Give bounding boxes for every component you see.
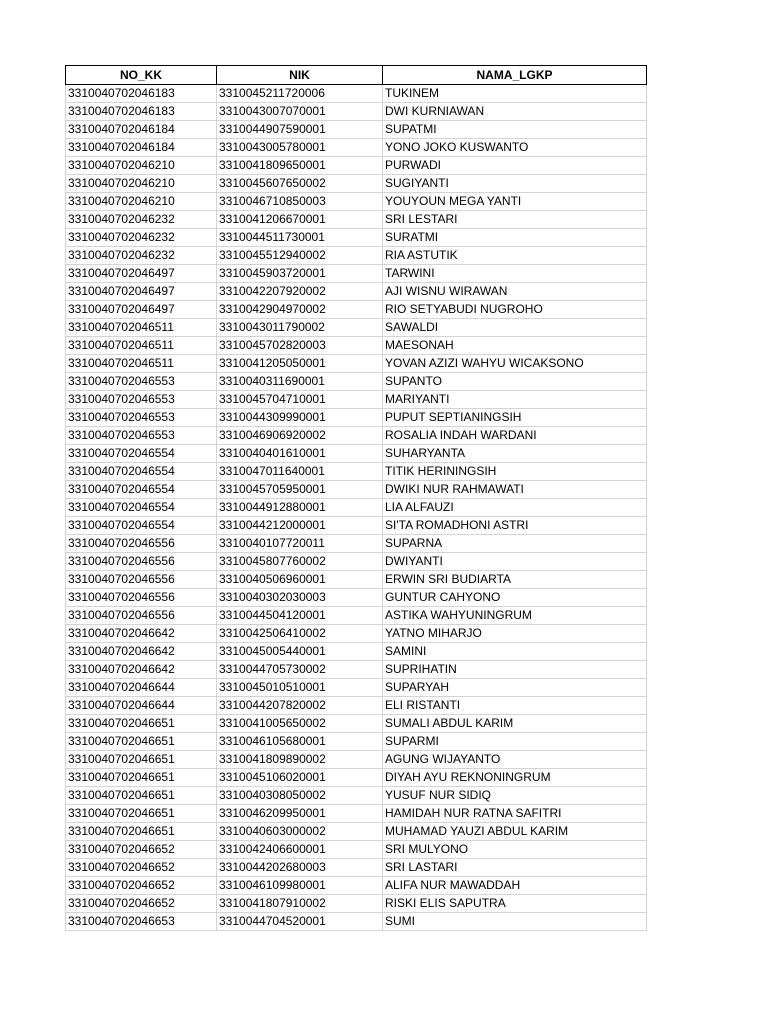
cell-no-kk[interactable]: 3310040702046651 xyxy=(66,787,217,805)
table-row xyxy=(66,535,647,553)
cell-nik[interactable]: 3310045211720006 xyxy=(217,85,383,103)
cell-nama-lgkp[interactable]: AGUNG WIJAYANTO xyxy=(383,751,647,769)
cell-nik[interactable]: 3310045106020001 xyxy=(217,769,383,787)
cell-no-kk[interactable]: 3310040702046184 xyxy=(66,121,217,139)
table-row xyxy=(66,193,647,211)
cell-nama-lgkp[interactable]: ALIFA NUR MAWADDAH xyxy=(383,877,647,895)
cell-nama-lgkp[interactable]: ERWIN SRI BUDIARTA xyxy=(383,571,647,589)
cell-no-kk[interactable]: 3310040702046232 xyxy=(66,229,217,247)
cell-nik[interactable]: 3310041809650001 xyxy=(217,157,383,175)
cell-nama-lgkp[interactable]: TITIK HERININGSIH xyxy=(383,463,647,481)
table-row xyxy=(66,229,647,247)
table-row xyxy=(66,283,647,301)
table-row xyxy=(66,625,647,643)
spreadsheet-sheet xyxy=(65,65,646,931)
table-row xyxy=(66,607,647,625)
cell-no-kk[interactable]: 3310040702046642 xyxy=(66,661,217,679)
cell-no-kk[interactable]: 3310040702046232 xyxy=(66,247,217,265)
column-header-no-kk[interactable]: NO_KK xyxy=(66,66,217,85)
table-row xyxy=(66,265,647,283)
cell-no-kk[interactable]: 3310040702046511 xyxy=(66,355,217,373)
cell-nama-lgkp[interactable]: DWIYANTI xyxy=(383,553,647,571)
cell-nik[interactable]: 3310045607650002 xyxy=(217,175,383,193)
table-row xyxy=(66,499,647,517)
cell-no-kk[interactable]: 3310040702046644 xyxy=(66,697,217,715)
cell-nama-lgkp[interactable]: SRI LESTARI xyxy=(383,211,647,229)
cell-nama-lgkp[interactable]: SI'TA ROMADHONI ASTRI xyxy=(383,517,647,535)
table-row xyxy=(66,859,647,877)
table-row xyxy=(66,895,647,913)
cell-no-kk[interactable]: 3310040702046556 xyxy=(66,571,217,589)
table-row xyxy=(66,643,647,661)
table-row xyxy=(66,121,647,139)
cell-nik[interactable]: 3310045807760002 xyxy=(217,553,383,571)
cell-no-kk[interactable]: 3310040702046511 xyxy=(66,337,217,355)
cell-nama-lgkp[interactable]: TUKINEM xyxy=(383,85,647,103)
cell-no-kk[interactable]: 3310040702046651 xyxy=(66,715,217,733)
cell-nik[interactable]: 3310040401610001 xyxy=(217,445,383,463)
cell-nik[interactable]: 3310041206670001 xyxy=(217,211,383,229)
table-row xyxy=(66,139,647,157)
cell-no-kk[interactable]: 3310040702046554 xyxy=(66,481,217,499)
cell-nik[interactable]: 3310043007070001 xyxy=(217,103,383,121)
table-row xyxy=(66,103,647,121)
table-row xyxy=(66,715,647,733)
cell-nik[interactable]: 3310044704520001 xyxy=(217,913,383,931)
table-row xyxy=(66,571,647,589)
cell-no-kk[interactable]: 3310040702046553 xyxy=(66,409,217,427)
cell-nama-lgkp[interactable]: SUPARYAH xyxy=(383,679,647,697)
cell-nama-lgkp[interactable]: SUPATMI xyxy=(383,121,647,139)
cell-nik[interactable]: 3310042904970002 xyxy=(217,301,383,319)
table-row xyxy=(66,805,647,823)
cell-nik[interactable]: 3310045704710001 xyxy=(217,391,383,409)
table-row xyxy=(66,733,647,751)
cell-no-kk[interactable]: 3310040702046652 xyxy=(66,877,217,895)
cell-no-kk[interactable]: 3310040702046210 xyxy=(66,175,217,193)
table-row xyxy=(66,769,647,787)
cell-nama-lgkp[interactable]: MARIYANTI xyxy=(383,391,647,409)
cell-nama-lgkp[interactable]: ELI RISTANTI xyxy=(383,697,647,715)
cell-nik[interactable]: 3310044212000001 xyxy=(217,517,383,535)
column-header-nik[interactable]: NIK xyxy=(217,66,383,85)
cell-nik[interactable]: 3310045705950001 xyxy=(217,481,383,499)
cell-nama-lgkp[interactable]: RIA ASTUTIK xyxy=(383,247,647,265)
cell-nik[interactable]: 3310042506410002 xyxy=(217,625,383,643)
table-row xyxy=(66,697,647,715)
cell-nama-lgkp[interactable]: GUNTUR CAHYONO xyxy=(383,589,647,607)
cell-no-kk[interactable]: 3310040702046652 xyxy=(66,859,217,877)
cell-nik[interactable]: 3310042207920002 xyxy=(217,283,383,301)
table-row xyxy=(66,409,647,427)
cell-nik[interactable]: 3310044912880001 xyxy=(217,499,383,517)
cell-nik[interactable]: 3310040107720011 xyxy=(217,535,383,553)
cell-no-kk[interactable]: 3310040702046556 xyxy=(66,607,217,625)
table-header xyxy=(66,66,647,85)
table-row xyxy=(66,301,647,319)
cell-nama-lgkp[interactable]: ROSALIA INDAH WARDANI xyxy=(383,427,647,445)
table-row xyxy=(66,391,647,409)
table-row xyxy=(66,463,647,481)
cell-nama-lgkp[interactable]: SUHARYANTA xyxy=(383,445,647,463)
table-row xyxy=(66,355,647,373)
cell-nik[interactable]: 3310044907590001 xyxy=(217,121,383,139)
table-row xyxy=(66,157,647,175)
cell-nama-lgkp[interactable]: SUGIYANTI xyxy=(383,175,647,193)
table-row xyxy=(66,553,647,571)
cell-nama-lgkp[interactable]: RISKI ELIS SAPUTRA xyxy=(383,895,647,913)
cell-nik[interactable]: 3310045512940002 xyxy=(217,247,383,265)
table-row xyxy=(66,877,647,895)
cell-nik[interactable]: 3310041005650002 xyxy=(217,715,383,733)
cell-nik[interactable]: 3310044511730001 xyxy=(217,229,383,247)
cell-nama-lgkp[interactable]: SUMALI ABDUL KARIM xyxy=(383,715,647,733)
cell-nik[interactable]: 3310045903720001 xyxy=(217,265,383,283)
cell-nama-lgkp[interactable]: TARWINI xyxy=(383,265,647,283)
data-table xyxy=(65,65,647,931)
table-row xyxy=(66,517,647,535)
cell-no-kk[interactable]: 3310040702046183 xyxy=(66,103,217,121)
cell-nama-lgkp[interactable]: MUHAMAD YAUZI ABDUL KARIM xyxy=(383,823,647,841)
cell-no-kk[interactable]: 3310040702046642 xyxy=(66,625,217,643)
cell-nik[interactable]: 3310041807910002 xyxy=(217,895,383,913)
cell-no-kk[interactable]: 3310040702046642 xyxy=(66,643,217,661)
cell-nik[interactable]: 3310041809890002 xyxy=(217,751,383,769)
table-row xyxy=(66,445,647,463)
cell-no-kk[interactable]: 3310040702046497 xyxy=(66,283,217,301)
cell-nik[interactable]: 3310044202680003 xyxy=(217,859,383,877)
table-row xyxy=(66,247,647,265)
cell-nama-lgkp[interactable]: YUSUF NUR SIDIQ xyxy=(383,787,647,805)
cell-nama-lgkp[interactable]: SUPANTO xyxy=(383,373,647,391)
table-row xyxy=(66,751,647,769)
cell-nama-lgkp[interactable]: SAWALDI xyxy=(383,319,647,337)
table-row xyxy=(66,373,647,391)
cell-no-kk[interactable]: 3310040702046554 xyxy=(66,463,217,481)
cell-no-kk[interactable]: 3310040702046556 xyxy=(66,553,217,571)
cell-no-kk[interactable]: 3310040702046497 xyxy=(66,301,217,319)
cell-nik[interactable]: 3310043011790002 xyxy=(217,319,383,337)
table-row xyxy=(66,589,647,607)
cell-nik[interactable]: 3310046105680001 xyxy=(217,733,383,751)
table-body xyxy=(66,85,647,931)
table-row xyxy=(66,211,647,229)
cell-no-kk[interactable]: 3310040702046651 xyxy=(66,733,217,751)
cell-nik[interactable]: 3310041205050001 xyxy=(217,355,383,373)
cell-no-kk[interactable]: 3310040702046183 xyxy=(66,85,217,103)
cell-no-kk[interactable]: 3310040702046651 xyxy=(66,751,217,769)
cell-no-kk[interactable]: 3310040702046651 xyxy=(66,823,217,841)
cell-nama-lgkp[interactable]: PURWADI xyxy=(383,157,647,175)
cell-nik[interactable]: 3310044309990001 xyxy=(217,409,383,427)
cell-nama-lgkp[interactable]: YATNO MIHARJO xyxy=(383,625,647,643)
cell-no-kk[interactable]: 3310040702046652 xyxy=(66,895,217,913)
table-row xyxy=(66,823,647,841)
cell-nama-lgkp[interactable]: DWIKI NUR RAHMAWATI xyxy=(383,481,647,499)
cell-nik[interactable]: 3310046710850003 xyxy=(217,193,383,211)
cell-nama-lgkp[interactable]: YOUYOUN MEGA YANTI xyxy=(383,193,647,211)
cell-nik[interactable]: 3310040506960001 xyxy=(217,571,383,589)
cell-no-kk[interactable]: 3310040702046210 xyxy=(66,193,217,211)
cell-nik[interactable]: 3310043005780001 xyxy=(217,139,383,157)
cell-nama-lgkp[interactable]: SUPARMI xyxy=(383,733,647,751)
cell-no-kk[interactable]: 3310040702046210 xyxy=(66,157,217,175)
cell-no-kk[interactable]: 3310040702046497 xyxy=(66,265,217,283)
table-row xyxy=(66,481,647,499)
cell-nik[interactable]: 3310040308050002 xyxy=(217,787,383,805)
cell-no-kk[interactable]: 3310040702046644 xyxy=(66,679,217,697)
cell-nik[interactable]: 3310044207820002 xyxy=(217,697,383,715)
cell-nik[interactable]: 3310047011640001 xyxy=(217,463,383,481)
cell-no-kk[interactable]: 3310040702046651 xyxy=(66,805,217,823)
cell-nama-lgkp[interactable]: AJI WISNU WIRAWAN xyxy=(383,283,647,301)
table-row xyxy=(66,913,647,931)
cell-nik[interactable]: 3310045702820003 xyxy=(217,337,383,355)
cell-nama-lgkp[interactable]: SUMI xyxy=(383,913,647,931)
cell-no-kk[interactable]: 3310040702046554 xyxy=(66,499,217,517)
cell-no-kk[interactable]: 3310040702046554 xyxy=(66,445,217,463)
cell-nama-lgkp[interactable]: PUPUT SEPTIANINGSIH xyxy=(383,409,647,427)
cell-nama-lgkp[interactable]: DWI KURNIAWAN xyxy=(383,103,647,121)
cell-nik[interactable]: 3310045005440001 xyxy=(217,643,383,661)
cell-nama-lgkp[interactable]: DIYAH AYU REKNONINGRUM xyxy=(383,769,647,787)
cell-nik[interactable]: 3310040603000002 xyxy=(217,823,383,841)
cell-nama-lgkp[interactable]: MAESONAH xyxy=(383,337,647,355)
cell-no-kk[interactable]: 3310040702046553 xyxy=(66,427,217,445)
cell-no-kk[interactable]: 3310040702046553 xyxy=(66,373,217,391)
cell-nama-lgkp[interactable]: HAMIDAH NUR RATNA SAFITRI xyxy=(383,805,647,823)
table-row xyxy=(66,427,647,445)
cell-nama-lgkp[interactable]: YOVAN AZIZI WAHYU WICAKSONO xyxy=(383,355,647,373)
cell-no-kk[interactable]: 3310040702046653 xyxy=(66,913,217,931)
table-row xyxy=(66,175,647,193)
cell-no-kk[interactable]: 3310040702046511 xyxy=(66,319,217,337)
cell-nama-lgkp[interactable]: SAMINI xyxy=(383,643,647,661)
cell-nama-lgkp[interactable]: SUPARNA xyxy=(383,535,647,553)
column-header-nama-lgkp[interactable]: NAMA_LGKP xyxy=(383,66,647,85)
cell-no-kk[interactable]: 3310040702046652 xyxy=(66,841,217,859)
cell-no-kk[interactable]: 3310040702046554 xyxy=(66,517,217,535)
cell-nama-lgkp[interactable]: LIA ALFAUZI xyxy=(383,499,647,517)
table-row xyxy=(66,661,647,679)
cell-nik[interactable]: 3310046209950001 xyxy=(217,805,383,823)
cell-nik[interactable]: 3310046906920002 xyxy=(217,427,383,445)
table-row xyxy=(66,85,647,103)
cell-nama-lgkp[interactable]: SRI LASTARI xyxy=(383,859,647,877)
table-row xyxy=(66,337,647,355)
cell-nik[interactable]: 3310046109980001 xyxy=(217,877,383,895)
cell-nik[interactable]: 3310045010510001 xyxy=(217,679,383,697)
cell-no-kk[interactable]: 3310040702046184 xyxy=(66,139,217,157)
header-row xyxy=(66,66,647,85)
cell-no-kk[interactable]: 3310040702046556 xyxy=(66,589,217,607)
cell-nik[interactable]: 3310042406600001 xyxy=(217,841,383,859)
cell-nik[interactable]: 3310044705730002 xyxy=(217,661,383,679)
cell-nik[interactable]: 3310040302030003 xyxy=(217,589,383,607)
cell-nama-lgkp[interactable]: SRI MULYONO xyxy=(383,841,647,859)
cell-nik[interactable]: 3310044504120001 xyxy=(217,607,383,625)
cell-nama-lgkp[interactable]: ASTIKA WAHYUNINGRUM xyxy=(383,607,647,625)
cell-no-kk[interactable]: 3310040702046232 xyxy=(66,211,217,229)
table-row xyxy=(66,679,647,697)
cell-no-kk[interactable]: 3310040702046553 xyxy=(66,391,217,409)
cell-no-kk[interactable]: 3310040702046651 xyxy=(66,769,217,787)
table-row xyxy=(66,841,647,859)
cell-nama-lgkp[interactable]: SUPRIHATIN xyxy=(383,661,647,679)
cell-nik[interactable]: 3310040311690001 xyxy=(217,373,383,391)
cell-nama-lgkp[interactable]: SURATMI xyxy=(383,229,647,247)
cell-nama-lgkp[interactable]: RIO SETYABUDI NUGROHO xyxy=(383,301,647,319)
table-row xyxy=(66,787,647,805)
table-row xyxy=(66,319,647,337)
cell-nama-lgkp[interactable]: YONO JOKO KUSWANTO xyxy=(383,139,647,157)
cell-no-kk[interactable]: 3310040702046556 xyxy=(66,535,217,553)
